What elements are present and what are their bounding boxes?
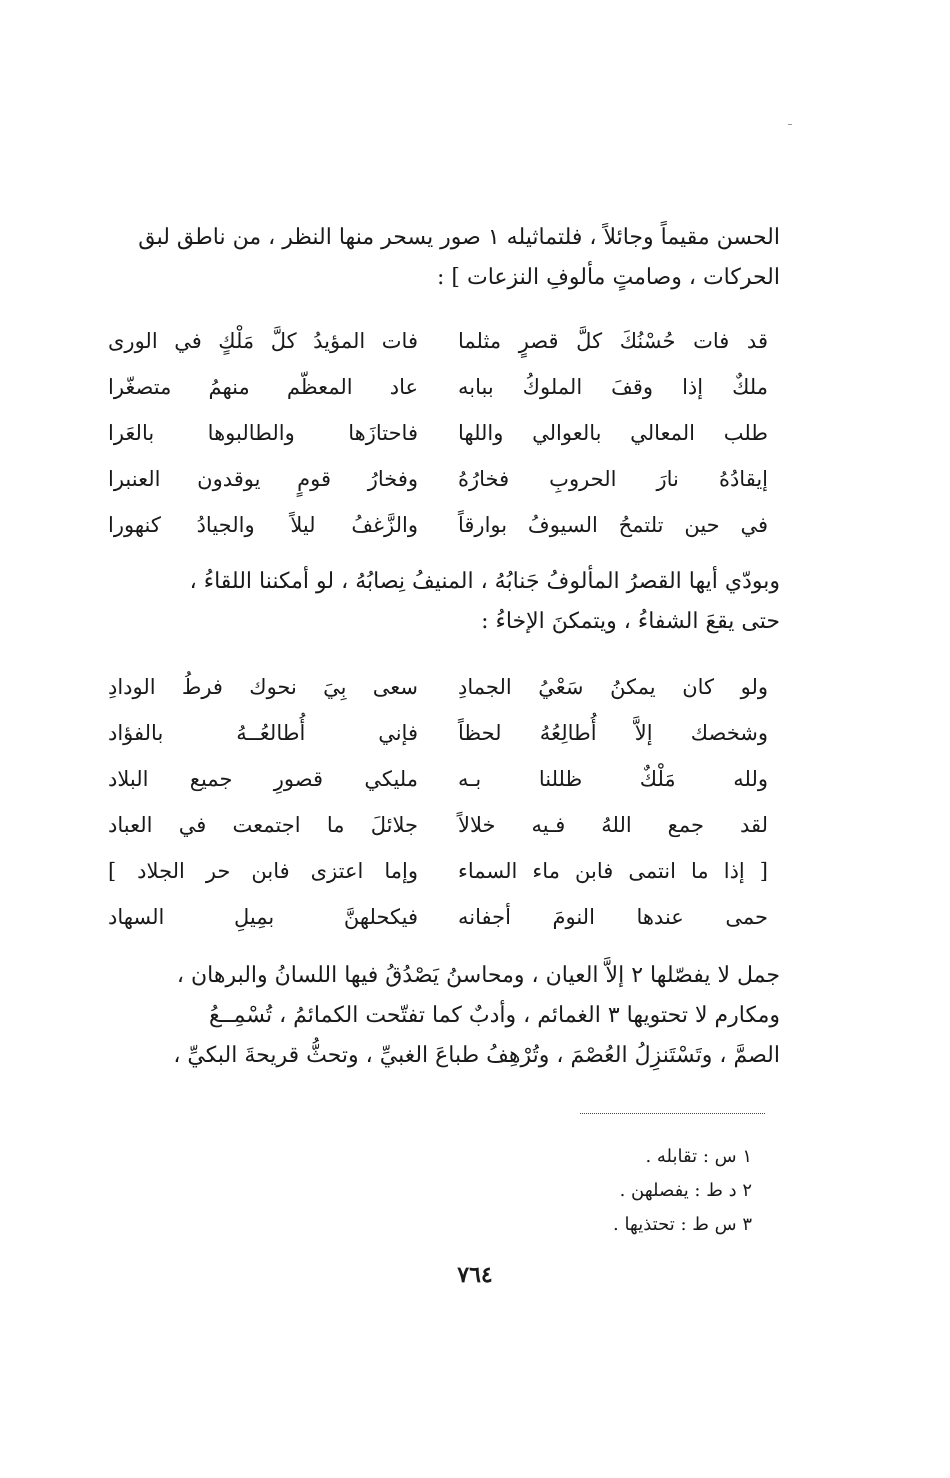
hemistich-second: وفخارُ قومٍ يوقدون العنبرا (108, 467, 418, 491)
footnote: ٣ س ط : تحتذيها . (613, 1214, 752, 1235)
text-line: جمل لا يفصّلها ٢ إلاَّ العيان ، ومحاسنُ يَصْدُقُ فيها اللسانُ والبرهان ، (176, 963, 780, 988)
paragraph-middle (100, 562, 780, 642)
hemistich-first: ملكٌ إذا وقفَ الملوكُ ببابه (458, 375, 768, 399)
verse (108, 456, 768, 502)
poem-first (108, 318, 768, 548)
verse (108, 802, 768, 848)
text-line: الصمَّ ، وتَسْتَنزِلُ العُصْمَ ، وتُرْهِفُ طباعَ الغبيِّ ، وتحثُّ قريحةَ البكيِّ ، (173, 1043, 780, 1068)
page-number: ٧٦٤ (457, 1262, 493, 1288)
text-line: الحسن مقيماً وجائلاً ، فلتماثيله ١ صور يسحر منها النظر ، من ناطق لبق (138, 225, 780, 250)
verse (108, 364, 768, 410)
hemistich-second: فإني أُطالعُــهُ بالفؤاد (108, 721, 418, 745)
footnote: ١ س : تقابله . (645, 1146, 752, 1167)
hemistich-second: فيكحلهنَّ بمِيلِ السهاد (108, 905, 418, 929)
verse (108, 318, 768, 364)
hemistich-first: وشخصك إلاَّ أُطالِعُهُ لحظاً (458, 721, 768, 745)
hemistich-second: فات المؤيدُ كلَّ مَلْكٍ في الورى (108, 329, 418, 353)
hemistich-second: وإما اعتزى فابن حر الجلاد ] (108, 859, 418, 883)
verse (108, 502, 768, 548)
hemistich-first: في حين تلتمحُ السيوفُ بوارقاً (458, 513, 768, 537)
hemistich-first: طلب المعالي بالعوالي واللها (458, 421, 768, 445)
hemistich-first: ولو كان يمكنُ سَعْيُ الجمادِ (458, 675, 768, 699)
paragraph-intro (100, 218, 780, 298)
verse (108, 848, 768, 894)
verse (108, 410, 768, 456)
hemistich-second: عاد المعظّم منهمُ متصغّرا (108, 375, 418, 399)
poem-second (108, 664, 768, 940)
scan-mark (788, 124, 792, 125)
verse (108, 664, 768, 710)
text-line: الحركات ، وصامتٍ مألوفِ النزعات ] : (437, 265, 780, 290)
hemistich-first: حمى عندها النومَ أجفانه (458, 905, 768, 929)
hemistich-first: [ إذا ما انتمى فابن ماء السماء (458, 859, 768, 883)
hemistich-second: جلائلَ ما اجتمعت في العباد (108, 813, 418, 837)
verse (108, 710, 768, 756)
hemistich-second: مليكي قصورِ جميع البلاد (108, 767, 418, 791)
footnotes (400, 1140, 752, 1242)
text-line: وبودّي أيها القصرُ المألوفُ جَنابُهُ ، المنيفُ نِصابُهُ ، لو أمكننا اللقاءُ ، (189, 569, 780, 594)
hemistich-second: والزَّغفُ ليلاً والجيادُ كنهورا (108, 513, 418, 537)
verse (108, 756, 768, 802)
hemistich-first: ولله مَلْكٌ ظللنا بـه (458, 767, 768, 791)
hemistich-second: سعى بِيَ نحوك فرطُ الودادِ (108, 675, 418, 699)
text-line: حتى يقعَ الشفاءُ ، ويتمكنَ الإخاءُ : (481, 609, 780, 634)
hemistich-first: لقد جمع اللهُ فـيه خلالاً (458, 813, 768, 837)
hemistich-first: قد فات حُسْنُكَ كلَّ قصرٍ مثلما (458, 329, 768, 353)
footnote: ٢ د ط : يفصلهن . (619, 1180, 752, 1201)
hemistich-second: فاحتازَها والطالبوها بالعَرا (108, 421, 418, 445)
paragraph-closing (100, 956, 780, 1076)
hemistich-first: إيقادُهُ نارَ الحروبِ فخارُهُ (458, 467, 768, 491)
footnote-divider (580, 1113, 765, 1114)
verse (108, 894, 768, 940)
text-line: ومكارم لا تحتويها ٣ الغمائم ، وأدبٌ كما تفتّحت الكمائمُ ، تُسْمِــعُ (209, 1003, 780, 1028)
